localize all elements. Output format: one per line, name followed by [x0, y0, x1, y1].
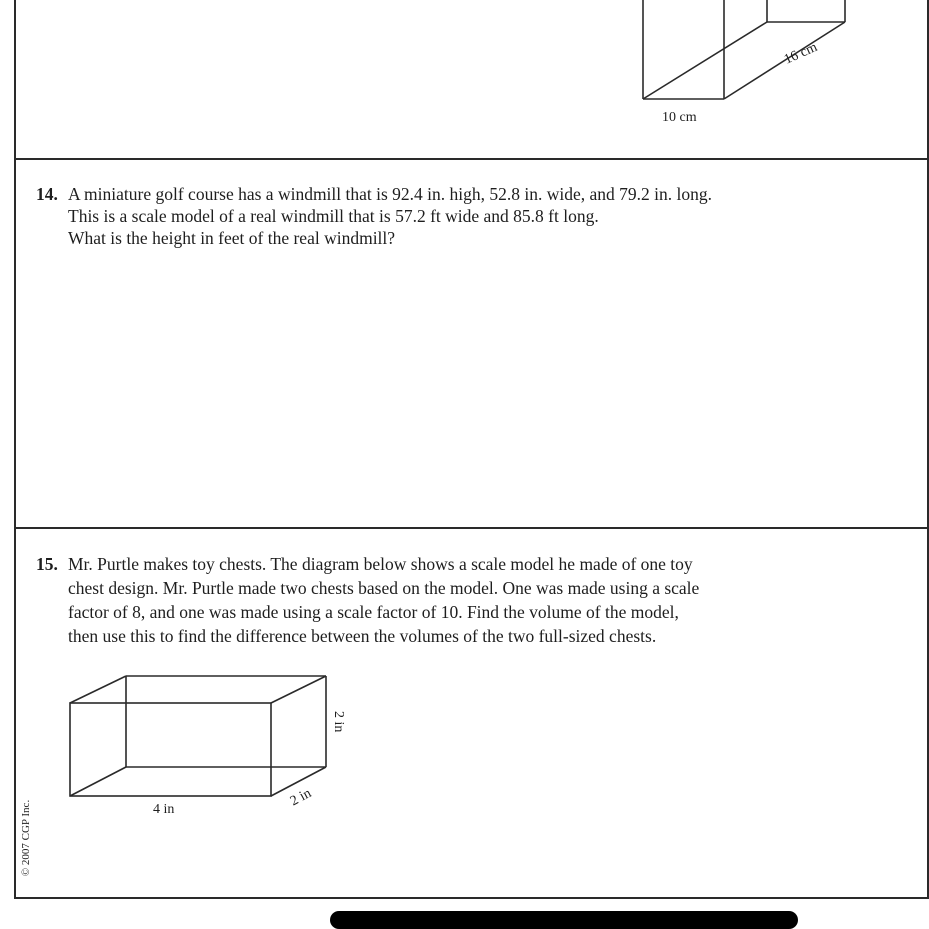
chest-length-label: 4 in	[153, 802, 175, 817]
home-indicator-bar[interactable]	[330, 911, 798, 929]
problem-15-line-2: chest design. Mr. Purtle made two chests based on the model. One was made using a scale	[68, 578, 700, 598]
problem-14-line-3: What is the height in feet of the real windmill?	[68, 228, 396, 248]
top-figure-width-label: 10 cm	[662, 110, 697, 125]
chest-height-label: 2 in	[331, 711, 346, 733]
copyright-notice: © 2007 CGP Inc.	[20, 799, 32, 877]
problem-14-line-2: This is a scale model of a real windmill that is 57.2 ft wide and 85.8 ft long.	[68, 206, 599, 226]
problem-15-number: 15.	[36, 554, 58, 574]
chest-depth-label: 2 in	[288, 785, 314, 810]
problem-15-line-3: factor of 8, and one was made using a scale factor of 10. Find the volume of the model,	[68, 602, 679, 622]
top-figure-depth-label: 16 cm	[782, 39, 820, 68]
problem-14-number: 14.	[36, 184, 58, 204]
problem-15-line-4: then use this to find the difference between the volumes of the two full-sized chests.	[68, 626, 657, 646]
problem-14-line-1: 14. A miniature golf course has a windmill that is 92.4 in. high, 52.8 in. wide, and 79.2 in. long.	[36, 181, 906, 207]
problem-15-line-1: 15. Mr. Purtle makes toy chests. The diagram below shows a scale model he made of one toy	[36, 551, 906, 577]
